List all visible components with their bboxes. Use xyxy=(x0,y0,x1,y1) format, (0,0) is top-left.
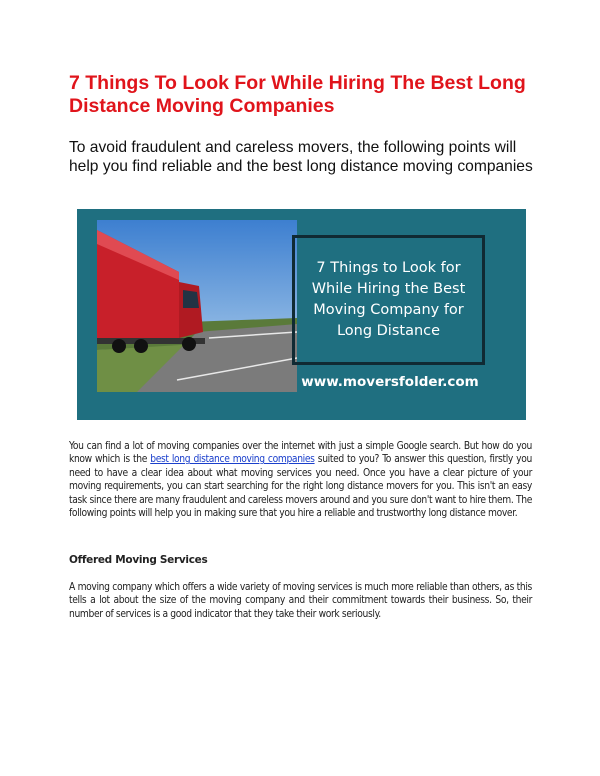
intro-text: To avoid fraudulent and careless movers, the following points will help you find reliable and the best long distance moving companies xyxy=(69,139,533,175)
truck-photo xyxy=(97,220,297,392)
banner-title-box xyxy=(292,235,485,365)
p1-text-before: You can find a lot of moving companies over the internet with just a simple Google search. But how do you know which is the xyxy=(69,441,532,466)
page-title: 7 Things To Look For While Hiring The Best Long Distance Moving Companies xyxy=(69,72,526,117)
banner-heading: 7 Things to Look for While Hiring the Best Moving Company for Long Distance xyxy=(311,260,466,339)
section-heading: Offered Moving Services xyxy=(69,554,208,566)
body-paragraph-1 xyxy=(69,440,532,520)
best-movers-link[interactable]: best long distance moving companies xyxy=(150,454,315,466)
banner-url: www.moversfolder.com xyxy=(301,374,479,390)
body-paragraph-2: A moving company which offers a wide variety of moving services is much more reliable than others, as this tells a lot about the size of the moving company and their commitment towards their business. So, their number of services is a good indicator that they take their work seriously. xyxy=(69,582,532,620)
p1-text-after: suited to you? To answer this question, firstly you need to have a clear idea about what moving services you need. Once you have a clear picture of your moving requirements, you can start searching for the right long distance movers for you. This isn't an easy task since there are many fraudulent and careless movers around and you sure don't want to hire them. The following points will help you in making sure that you hire a reliable and trustworthy long distance mover. xyxy=(69,454,532,520)
banner-image xyxy=(77,209,526,420)
